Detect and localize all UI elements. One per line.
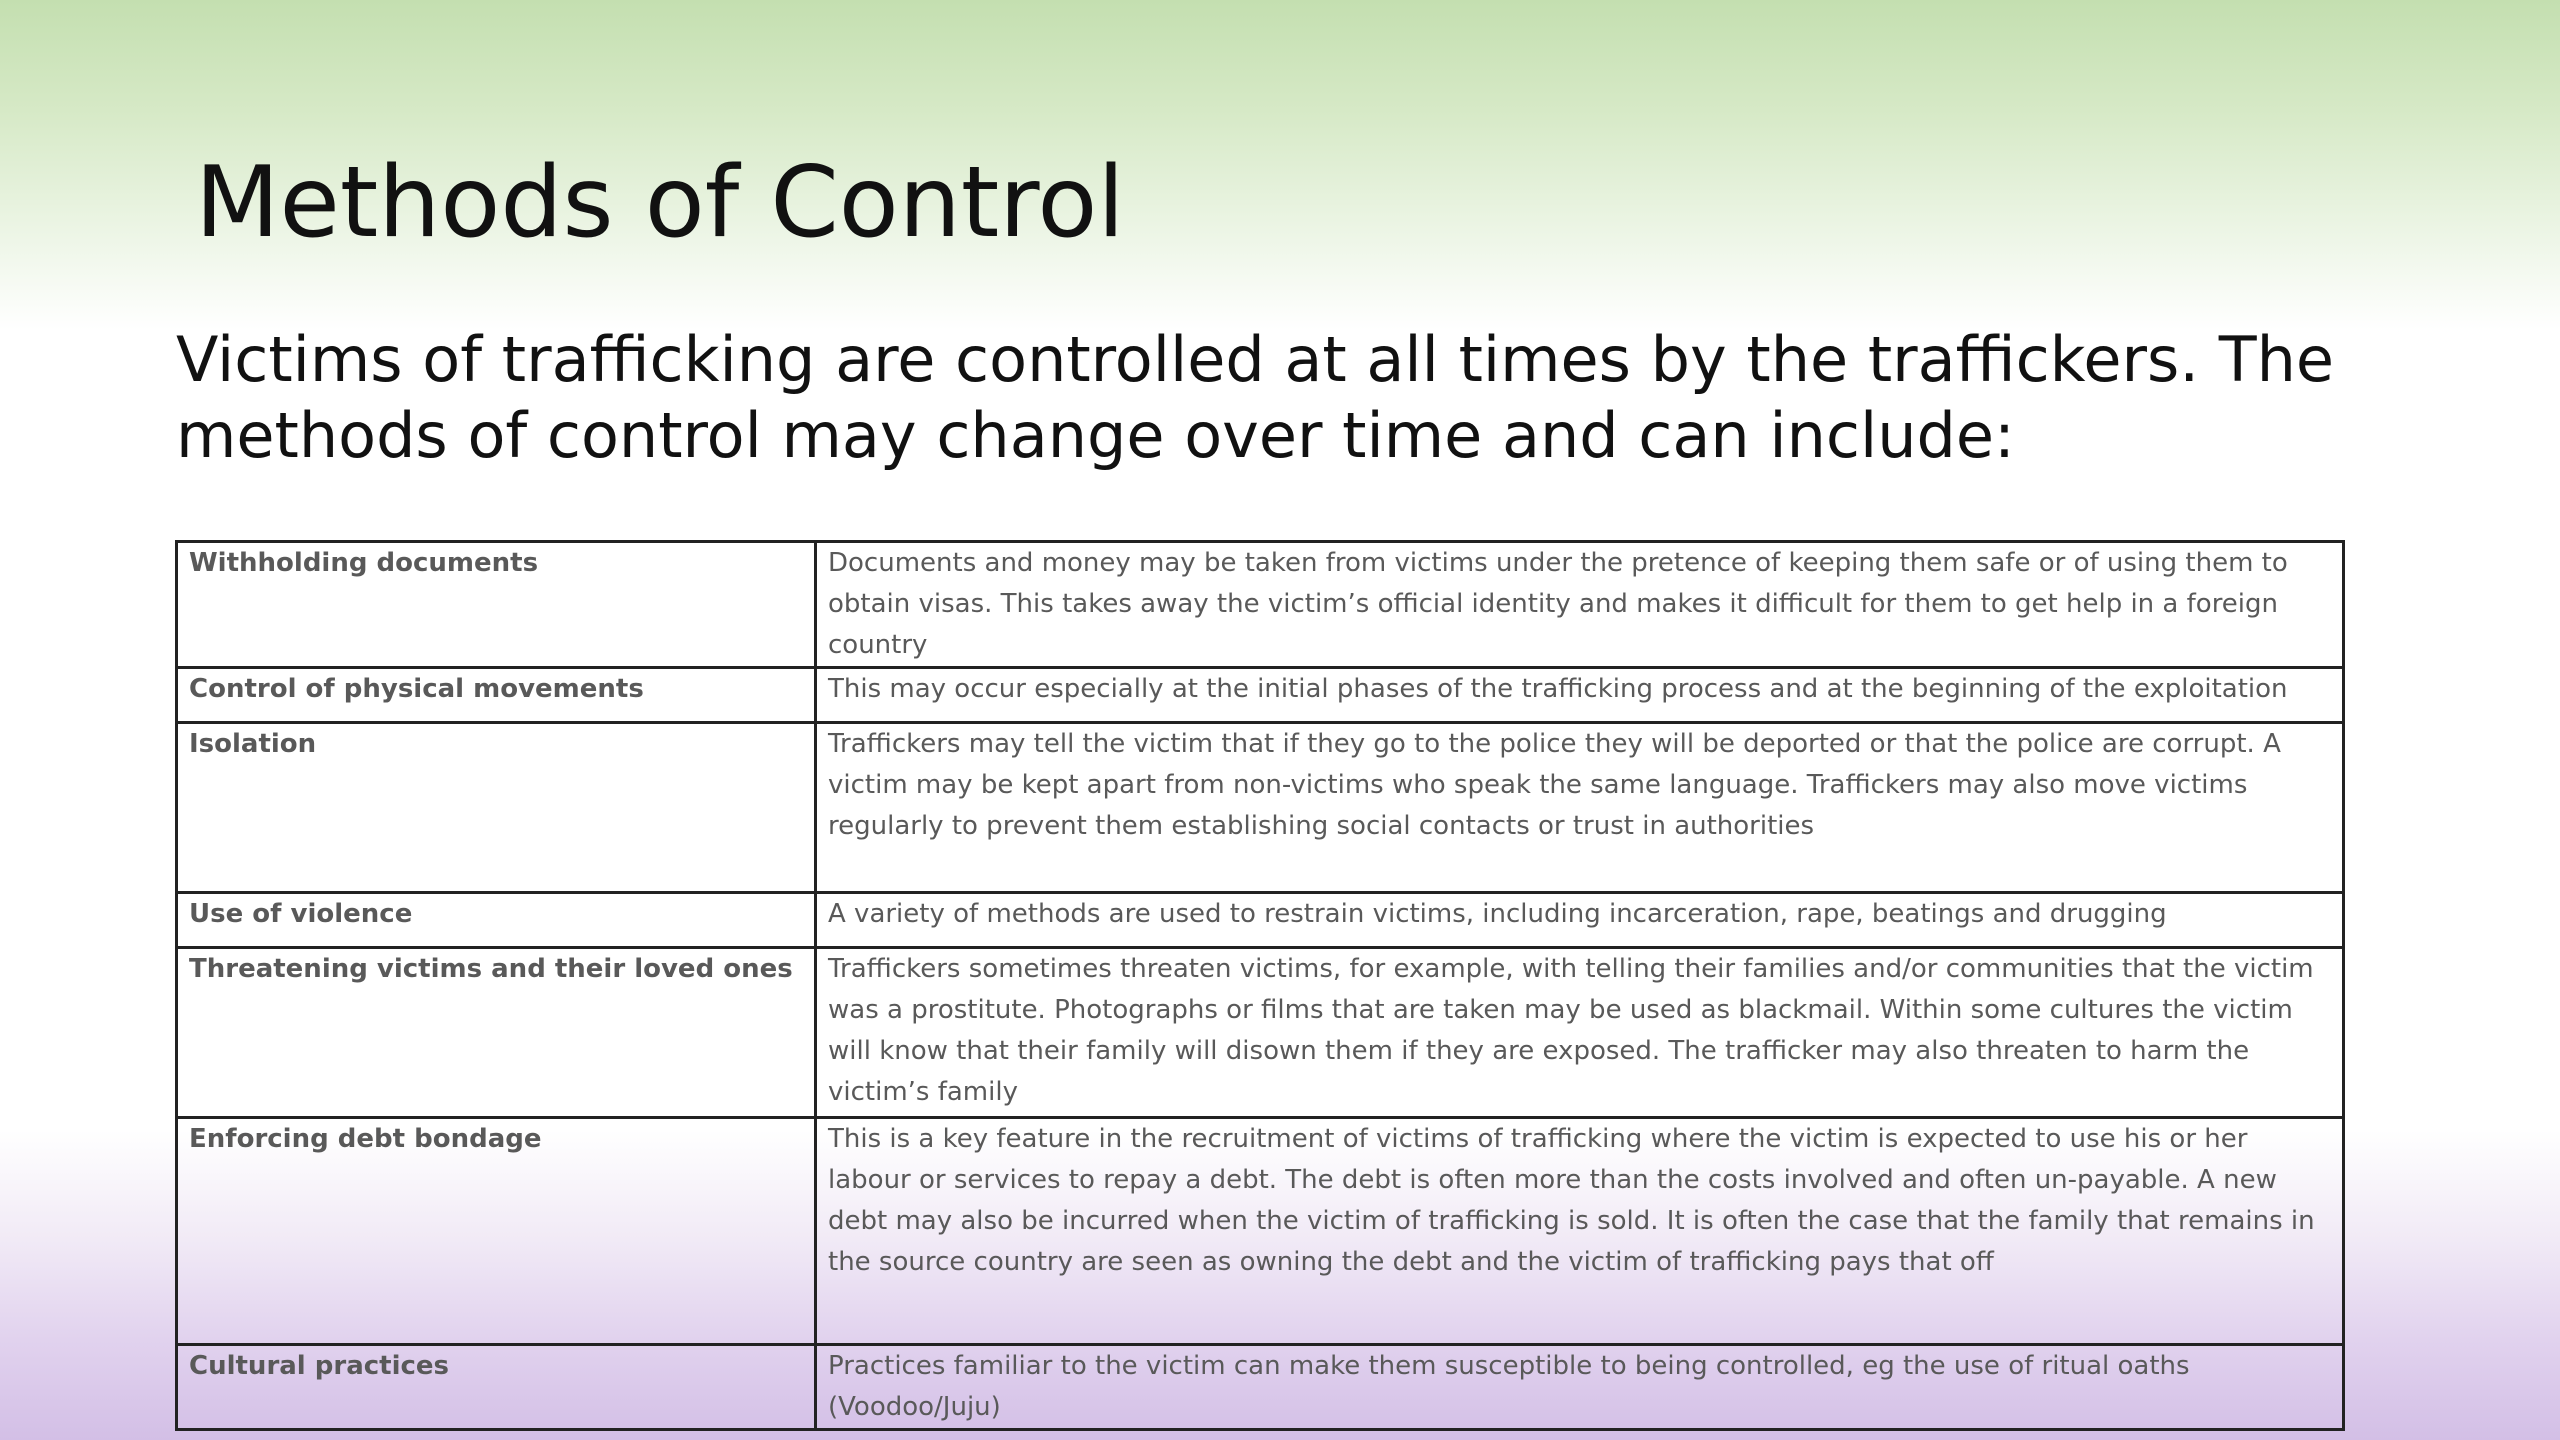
table-row	[177, 542, 2344, 668]
table-row	[177, 1118, 2344, 1345]
description-cell: This may occur especially at the initial phases of the trafficking process and at the beginning of the exploitation	[816, 668, 2344, 723]
description-cell: This is a key feature in the recruitment of victims of trafficking where the victim is expected to use his or her labour or services to repay a debt. The debt is often more than the costs involved and often un-payable. A new debt may also be incurred when the victim of trafficking is sold. It is often the case that the family that remains in the source country are seen as owning the debt and the victim of trafficking pays that off	[816, 1118, 2344, 1345]
method-cell: Use of violence	[177, 893, 816, 948]
description-cell: Traffickers sometimes threaten victims, for example, with telling their families and/or communities that the victim was a prostitute. Photographs or films that are taken may be used as blackmail. Within some cultures the victim will know that their family will disown them if they are exposed. The trafficker may also threaten to harm the victim’s family	[816, 948, 2344, 1118]
description-cell: Practices familiar to the victim can make them susceptible to being controlled, eg the use of ritual oaths (Voodoo/Juju)	[816, 1345, 2344, 1430]
table-row	[177, 948, 2344, 1118]
method-cell: Withholding documents	[177, 542, 816, 668]
table-row	[177, 893, 2344, 948]
slide-intro: Victims of trafficking are controlled at all times by the traffickers. The methods of control may change over time and can include:	[176, 323, 2335, 472]
method-cell: Control of physical movements	[177, 668, 816, 723]
method-cell: Threatening victims and their loved ones	[177, 948, 816, 1118]
table-row	[177, 668, 2344, 723]
method-cell: Isolation	[177, 723, 816, 893]
slide-title: Methods of Control	[195, 146, 1125, 260]
description-cell: Traffickers may tell the victim that if they go to the police they will be deported or that the police are corrupt. A victim may be kept apart from non-victims who speak the same language. Traffickers may also move victims regularly to prevent them establishing social contacts or trust in authorities	[816, 723, 2344, 893]
method-cell: Enforcing debt bondage	[177, 1118, 816, 1345]
description-cell: A variety of methods are used to restrain victims, including incarceration, rape, beatings and drugging	[816, 893, 2344, 948]
table-row	[177, 723, 2344, 893]
description-cell: Documents and money may be taken from victims under the pretence of keeping them safe or of using them to obtain visas. This takes away the victim’s official identity and makes it difficult for them to get help in a foreign country	[816, 542, 2344, 668]
methods-table	[175, 540, 2345, 1431]
method-cell: Cultural practices	[177, 1345, 816, 1430]
table-row	[177, 1345, 2344, 1430]
